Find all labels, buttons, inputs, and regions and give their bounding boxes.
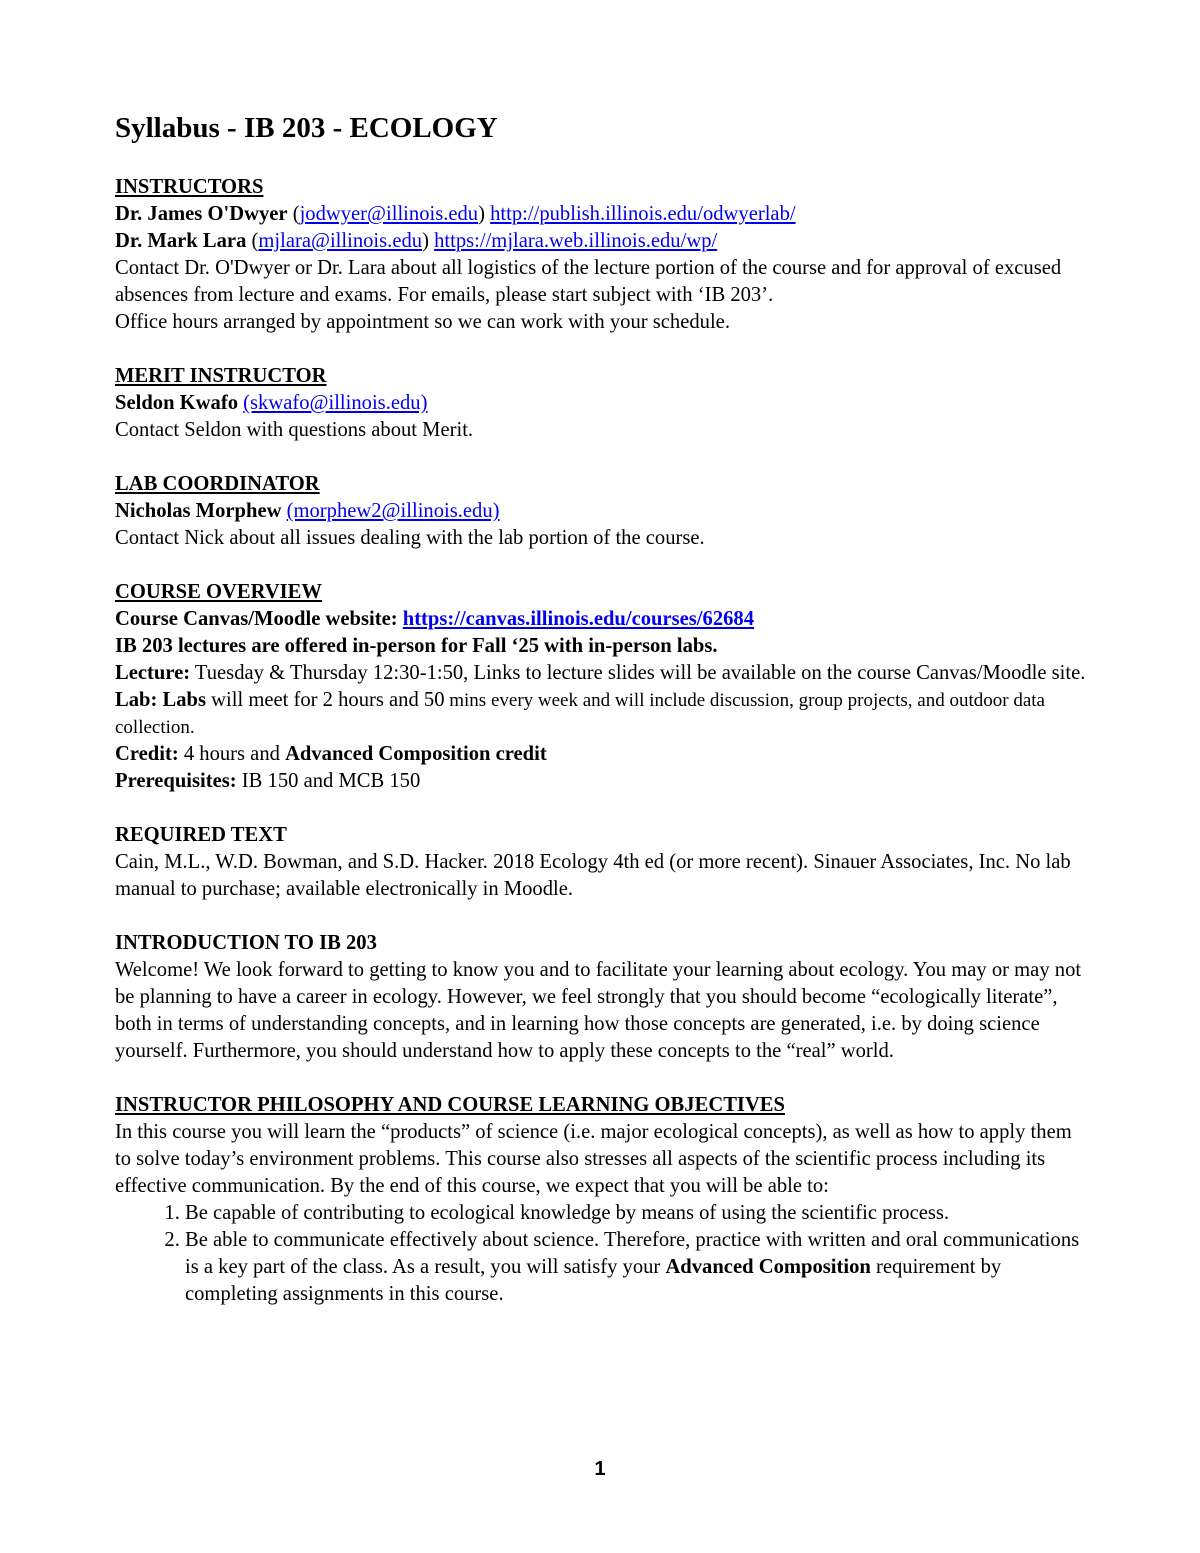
introduction-heading: INTRODUCTION TO IB 203 [115, 932, 377, 954]
philosophy-heading: INSTRUCTOR PHILOSOPHY AND COURSE LEARNING OBJECTIVES [115, 1094, 786, 1116]
advanced-composition-bold: Advanced Composition [665, 1256, 871, 1278]
merit-heading: MERIT INSTRUCTOR [115, 365, 327, 387]
merit-section [115, 363, 1090, 444]
instructor-1-email-link[interactable]: jodwyer@illinois.edu [299, 203, 479, 225]
course-format: IB 203 lectures are offered in-person for Fall ‘25 with in-person labs. [115, 635, 718, 657]
course-overview-section: COURSE OVERVIEW Course Canvas/Moodle website: https://canvas.illinois.edu/courses/62684 IB 203 lectures are offered in-person for Fall ‘25 with in-person labs. Lecture: Tuesday & Thursday 12:30-1:50, Links to lecture slides will be available on the course Canvas/Moodle site. Lab: Labs will meet for 2 hours and 50 mins every week and will include discussion, group projects, and outdoor data collection. Credit: 4 hours and Advanced Composition credit Prerequisites: IB 150 and MCB 150 [115, 581, 1086, 792]
prerequisites-text: IB 150 and MCB 150 [236, 770, 421, 792]
lab-coordinator-heading: LAB COORDINATOR [115, 473, 320, 495]
course-overview-heading: COURSE OVERVIEW [115, 581, 322, 603]
lab-coordinator-name: Nicholas Morphew [115, 500, 282, 522]
philosophy-section [115, 1092, 1090, 1308]
instructor-1-name: Dr. James O'Dwyer [115, 203, 288, 225]
website-label: Course Canvas/Moodle website: [115, 608, 403, 630]
required-text-body: Cain, M.L., W.D. Bowman, and S.D. Hacker. 2018 Ecology 4th ed (or more recent). Sinauer Associates, Inc. No lab manual to purchase; available electronically in Moodle. [115, 851, 1071, 900]
required-text-heading: REQUIRED TEXT [115, 824, 287, 846]
lab-coordinator-section [115, 471, 1090, 552]
philosophy-body: In this course you will learn the “products” of science (i.e. major ecological concepts), as well as how to apply them to solve today’s environment problems. This course also stresses all aspects of the scientific process including its effective communication. By the end of this course, we expect that you will be able to: [115, 1121, 1072, 1197]
introduction-body: Welcome! We look forward to getting to know you and to facilitate your learning about ecology. You may or may not be planning to have a career in ecology. However, we feel strongly that you should become “ecologically literate”, both in terms of understanding concepts, and in learning how those concepts are generated, i.e. by doing science yourself. Furthermore, you should understand how to apply these concepts to the “real” world. [115, 959, 1082, 1062]
lab-label: Lab: Labs [115, 689, 206, 711]
merit-instructor-name: Seldon Kwafo [115, 392, 239, 414]
prerequisites-label: Prerequisites: [115, 770, 237, 792]
credit-advanced-composition: Advanced Composition credit [285, 743, 547, 765]
syllabus-content [115, 108, 1090, 1335]
lab-text-continued: mins every week and will include discussion, group projects, and outdoor data collection. [115, 690, 1045, 738]
merit-email-link[interactable]: (skwafo@illinois.edu) [243, 392, 428, 414]
page-number: 1 [594, 1458, 606, 1480]
instructors-heading: INSTRUCTORS [115, 176, 264, 198]
office-hours-note: Office hours arranged by appointment so we can work with your schedule. [115, 311, 730, 333]
lecture-label: Lecture: [115, 662, 191, 684]
lab-coordinator-email-link[interactable]: (morphew2@illinois.edu) [286, 500, 500, 522]
instructors-contact-note: Contact Dr. O'Dwyer or Dr. Lara about all logistics of the lecture portion of the course and for approval of excused absences from lecture and exams. For emails, please start subject with ‘IB 203’. [115, 257, 1062, 306]
instructors-section: INSTRUCTORS Dr. James O'Dwyer (jodwyer@illinois.edu) http://publish.illinois.edu/odwyerlab/ Dr. Mark Lara (mjlara@illinois.edu) https://mjlara.web.illinois.edu/wp/ Contact Dr. O'Dwyer or Dr. Lara about all logistics of the lecture portion of the course and for approval of excused absences from lecture and exams. For emails, please start subject with ‘IB 203’. Office hours arranged by appointment so we can work with your schedule. [115, 174, 1090, 336]
canvas-link[interactable]: https://canvas.illinois.edu/courses/62684 [402, 608, 755, 630]
list-item: 2. Be able to communicate effectively about science. Therefore, practice with written and oral communications is a key part of the class. As a result, you will satisfy your Advanced Composition requirement by completing assignments in this course. [185, 1227, 1090, 1308]
instructor-2-email-link[interactable]: mjlara@illinois.edu [258, 230, 423, 252]
introduction-section [115, 930, 1090, 1065]
page-title: Syllabus - IB 203 - ECOLOGY [115, 112, 498, 144]
credit-label: Credit: [115, 743, 179, 765]
lecture-text: Tuesday & Thursday 12:30-1:50, Links to lecture slides will be available on the course Canvas/Moodle site. [190, 662, 1086, 684]
lab-text: will meet for 2 hours and 50 [206, 689, 445, 711]
instructor-1-website-link[interactable]: http://publish.illinois.edu/odwyerlab/ [490, 203, 796, 225]
required-text-section [115, 822, 1090, 903]
list-item: 1. Be capable of contributing to ecological knowledge by means of using the scientific process. [185, 1200, 1090, 1227]
objectives-list [115, 1200, 1090, 1308]
instructor-2-website-link[interactable]: https://mjlara.web.illinois.edu/wp/ [434, 230, 718, 252]
merit-note: Contact Seldon with questions about Merit. [115, 419, 474, 441]
instructor-2-name: Dr. Mark Lara [115, 230, 247, 252]
lab-coordinator-note: Contact Nick about all issues dealing with the lab portion of the course. [115, 527, 705, 549]
